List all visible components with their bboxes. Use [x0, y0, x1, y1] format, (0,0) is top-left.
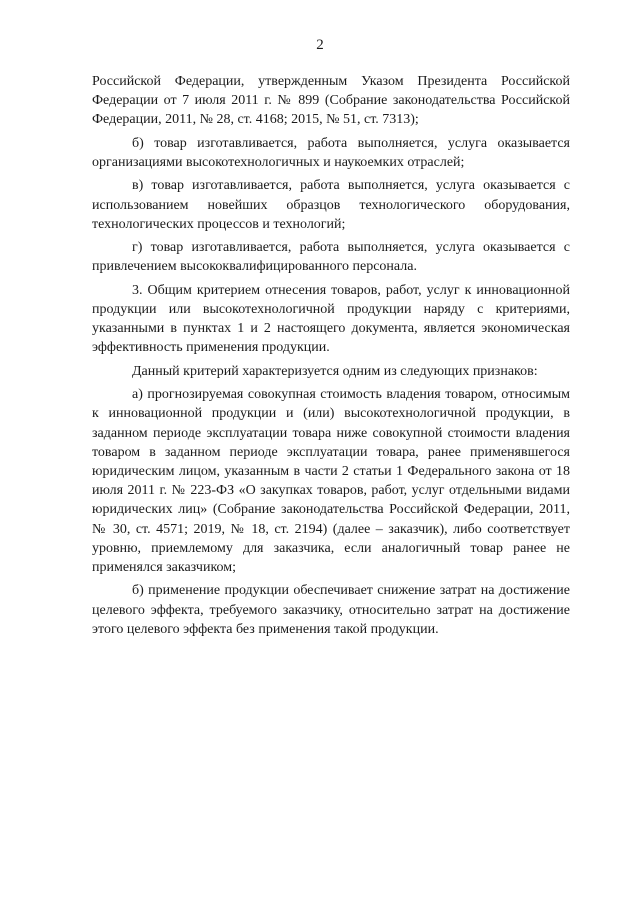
paragraph-criterion-a: а) прогнозируемая совокупная стоимость владения товаром, относимым к инновационной продукции и (или) высокотехнологичной продукции, в заданном периоде эксплуатации товара ниже совокупной стоимости владения товаром в заданном периоде эксплуатации товара, ранее применявшегося юридическим лицом, указанным в части 2 статьи 1 Федерального закона от 18 июля 2011 г. № 223-ФЗ «О закупках товаров, работ, услуг отдельными видами юридических лиц» (Собрание законодательства Российской Федерации, 2011, № 30, ст. 4571; 2019, № 18, ст. 2194) (далее – заказчик), либо соответствует уровню, приемлемому для заказчика, если аналогичный товар ранее не применялся заказчиком;	[92, 387, 570, 575]
paragraph-criterion-b: б) применение продукции обеспечивает снижение затрат на достижение целевого эффекта, требуемого заказчику, относительно затрат на достижение этого целевого эффекта без применения такой продукции.	[92, 583, 570, 637]
document-body	[92, 72, 570, 643]
paragraph-item-b: б) товар изготавливается, работа выполняется, услуга оказывается организациями высокотехнологичных и наукоемких отраслей;	[92, 135, 570, 170]
paragraph-criterion-intro: Данный критерий характеризуется одним из следующих признаков:	[132, 363, 538, 379]
page-number: 2	[316, 37, 324, 53]
paragraph-section-3: 3. Общим критерием отнесения товаров, работ, услуг к инновационной продукции или высокотехнологичной продукции наряду с критериями, указанными в пунктах 1 и 2 настоящего документа, является экономическая эффективность применения продукции.	[92, 282, 570, 356]
paragraph-continuation: Российской Федерации, утвержденным Указом Президента Российской Федерации от 7 июля 2011 г. № 899 (Собрание законодательства Российской Федерации, 2011, № 28, ст. 4168; 2015, № 51, ст. 7313);	[92, 74, 570, 128]
paragraph-item-g: г) товар изготавливается, работа выполняется, услуга оказывается с привлечением высококвалифицированного персонала.	[92, 240, 570, 275]
paragraph-item-v: в) товар изготавливается, работа выполняется, услуга оказывается с использованием новейших образцов технологического оборудования, технологических процессов и технологий;	[92, 178, 570, 232]
